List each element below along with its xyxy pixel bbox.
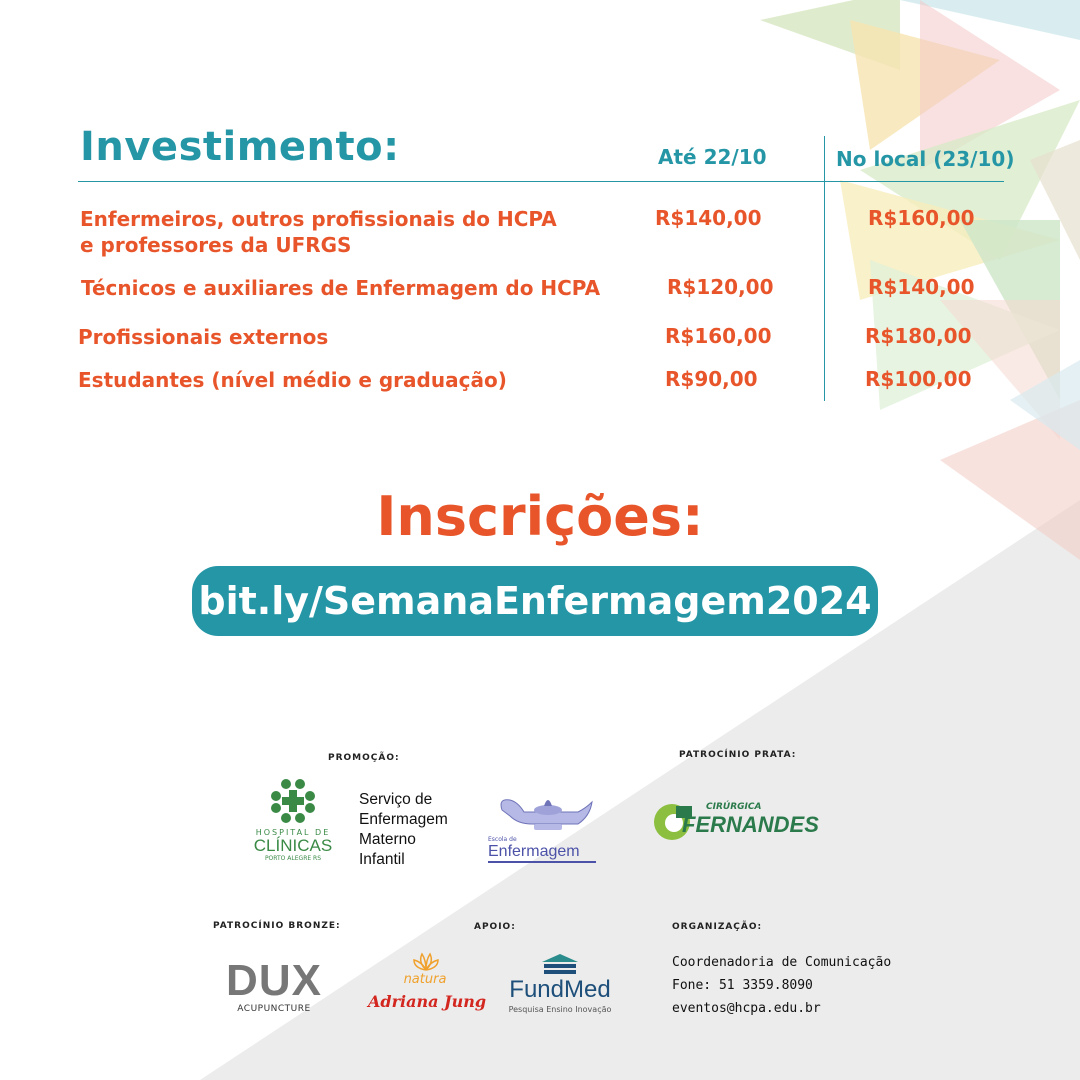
price-early: R$160,00 (665, 324, 772, 348)
servico-line: Serviço de (359, 791, 433, 808)
fernandes-small: CIRÚRGICA (706, 802, 762, 812)
hcpa-line3: PORTO ALEGRE RS (264, 855, 322, 862)
escola-enfermagem-logo (488, 792, 600, 862)
price-local: R$100,00 (865, 367, 972, 391)
price-early: R$90,00 (665, 367, 758, 391)
table-column-divider (824, 136, 825, 401)
natura-name: Adriana Jung (368, 992, 487, 1011)
column-header-early: Até 22/10 (658, 145, 767, 169)
price-local: R$160,00 (868, 206, 975, 230)
lamp-icon (488, 792, 600, 836)
table-header-divider (78, 181, 1004, 182)
price-local: R$180,00 (865, 324, 972, 348)
row-label-line: e professores da UFRGS (80, 233, 352, 257)
organization-name: Coordenadoria de Comunicação (672, 955, 892, 970)
escola-small: Escola de (488, 836, 517, 843)
fundmed-big: FundMed (509, 976, 611, 1003)
dux-small: ACUPUNCTURE (237, 1004, 311, 1014)
bronze-label: PATROCÍNIO BRONZE: (213, 921, 341, 931)
fundmed-building-icon (538, 952, 582, 976)
dux-big: DUX (226, 956, 322, 1005)
registration-title: Inscrições: (376, 485, 704, 548)
investment-title: Investimento: (80, 124, 400, 170)
organizacao-label: ORGANIZAÇÃO: (672, 922, 763, 932)
escola-big: Enfermagem (488, 843, 596, 863)
price-early: R$120,00 (667, 275, 774, 299)
fernandes-logo (652, 800, 824, 844)
registration-link[interactable]: bit.ly/SemanaEnfermagem2024 (192, 566, 878, 636)
price-early: R$140,00 (655, 206, 762, 230)
fernandes-big: FERNANDES (682, 812, 819, 837)
hcpa-line1: HOSPITAL DE (255, 828, 331, 837)
natura-logo (368, 950, 487, 1022)
table-row-label: Técnicos e auxiliares de Enfermagem do HCPA (81, 276, 601, 300)
hcpa-line2: CLÍNICAS (253, 836, 333, 855)
table-row-label (80, 206, 557, 258)
fundmed-logo (504, 952, 616, 1020)
organization-email[interactable]: eventos@hcpa.edu.br (672, 1001, 821, 1016)
table-row-label: Profissionais externos (78, 325, 329, 349)
table-row-label: Estudantes (nível médio e graduação) (78, 368, 507, 392)
hcpa-emblem-icon (250, 776, 336, 824)
fundmed-small: Pesquisa Ensino Inovação (508, 1005, 612, 1014)
row-label-line: Enfermeiros, outros profissionais do HCPA (80, 207, 557, 231)
servico-line: Infantil (359, 851, 405, 868)
natura-brand: natura (403, 972, 447, 987)
promocao-label: PROMOÇÃO: (328, 753, 400, 763)
dux-logo (218, 958, 330, 1014)
column-header-local: No local (23/10) (836, 147, 1015, 171)
apoio-label: APOIO: (474, 922, 516, 932)
servico-enfermagem-text (359, 790, 448, 870)
natura-flower-icon (412, 950, 440, 972)
price-local: R$140,00 (868, 275, 975, 299)
organization-phone: Fone: 51 3359.8090 (672, 978, 813, 993)
hcpa-logo (250, 776, 336, 868)
servico-line: Enfermagem (359, 811, 448, 828)
servico-line: Materno (359, 831, 416, 848)
prata-label: PATROCÍNIO PRATA: (679, 750, 797, 760)
